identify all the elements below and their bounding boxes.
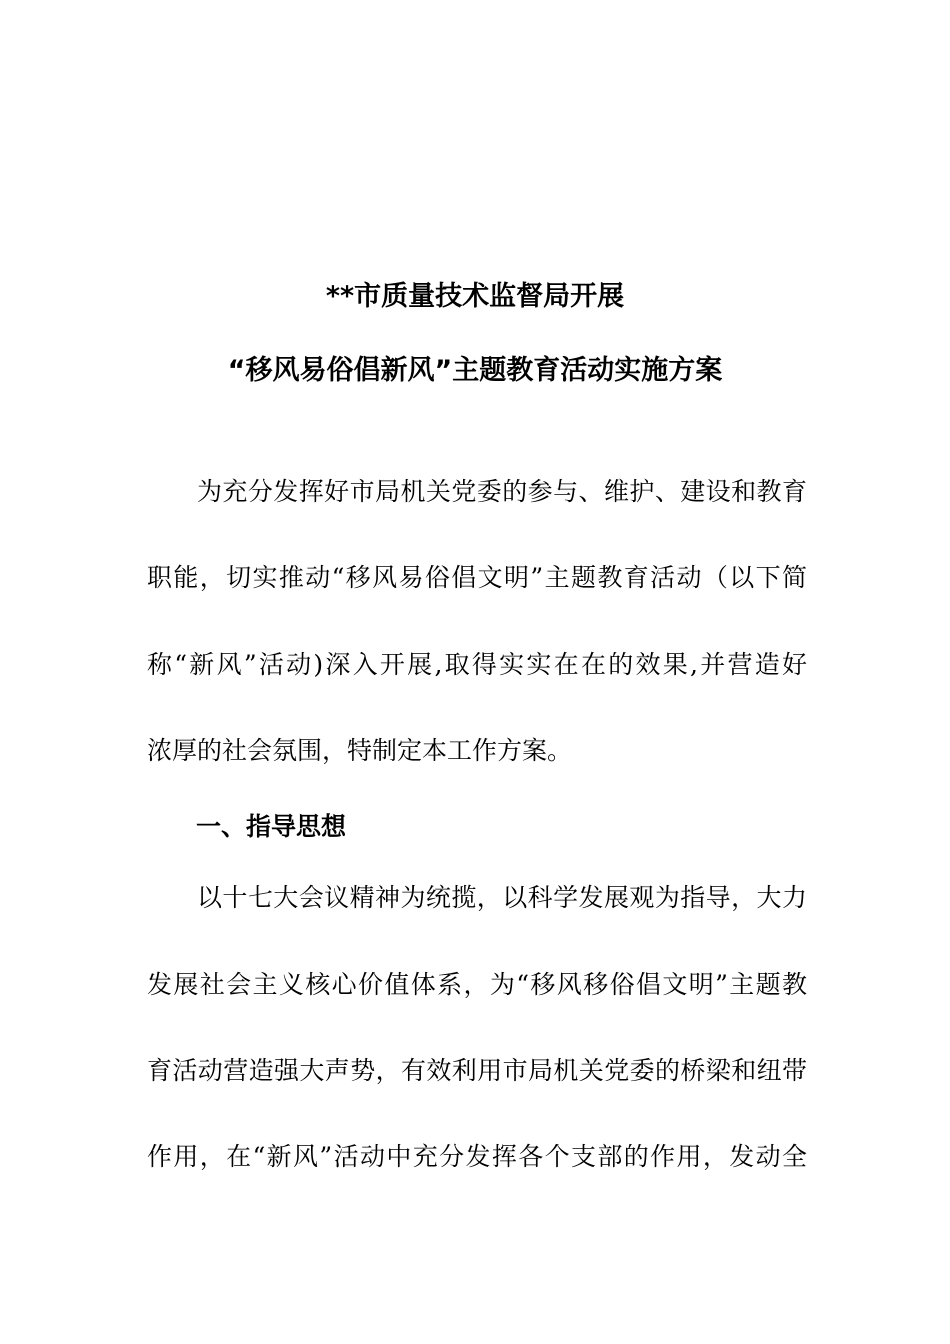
intro-line-2: 职能，切实推动“移风易俗倡文明”主题教育活动（以下简 — [147, 563, 807, 592]
section1-line-2: 发展社会主义核心价值体系，为“移风移俗倡文明”主题教 — [147, 970, 807, 999]
section1-line-4: 作用，在“新风”活动中充分发挥各个支部的作用，发动全 — [147, 1142, 807, 1171]
intro-line-1: 为充分发挥好市局机关党委的参与、维护、建设和教育 — [197, 477, 807, 506]
section1-line-1: 以十七大会议精神为统揽，以科学发展观为指导，大力 — [197, 883, 807, 912]
section-heading-guiding-ideology: 一、指导思想 — [196, 812, 347, 841]
document-title-line-1: **市质量技术监督局开展 — [325, 281, 625, 312]
document-title-line-2: “移风易俗倡新风”主题教育活动实施方案 — [227, 355, 723, 386]
intro-line-3: 称“新风”活动)深入开展,取得实实在在的效果,并营造好 — [147, 650, 807, 679]
section1-line-3: 育活动营造强大声势，有效利用市局机关党委的桥梁和纽带 — [147, 1056, 807, 1085]
intro-line-4: 浓厚的社会氛围，特制定本工作方案。 — [147, 736, 573, 765]
